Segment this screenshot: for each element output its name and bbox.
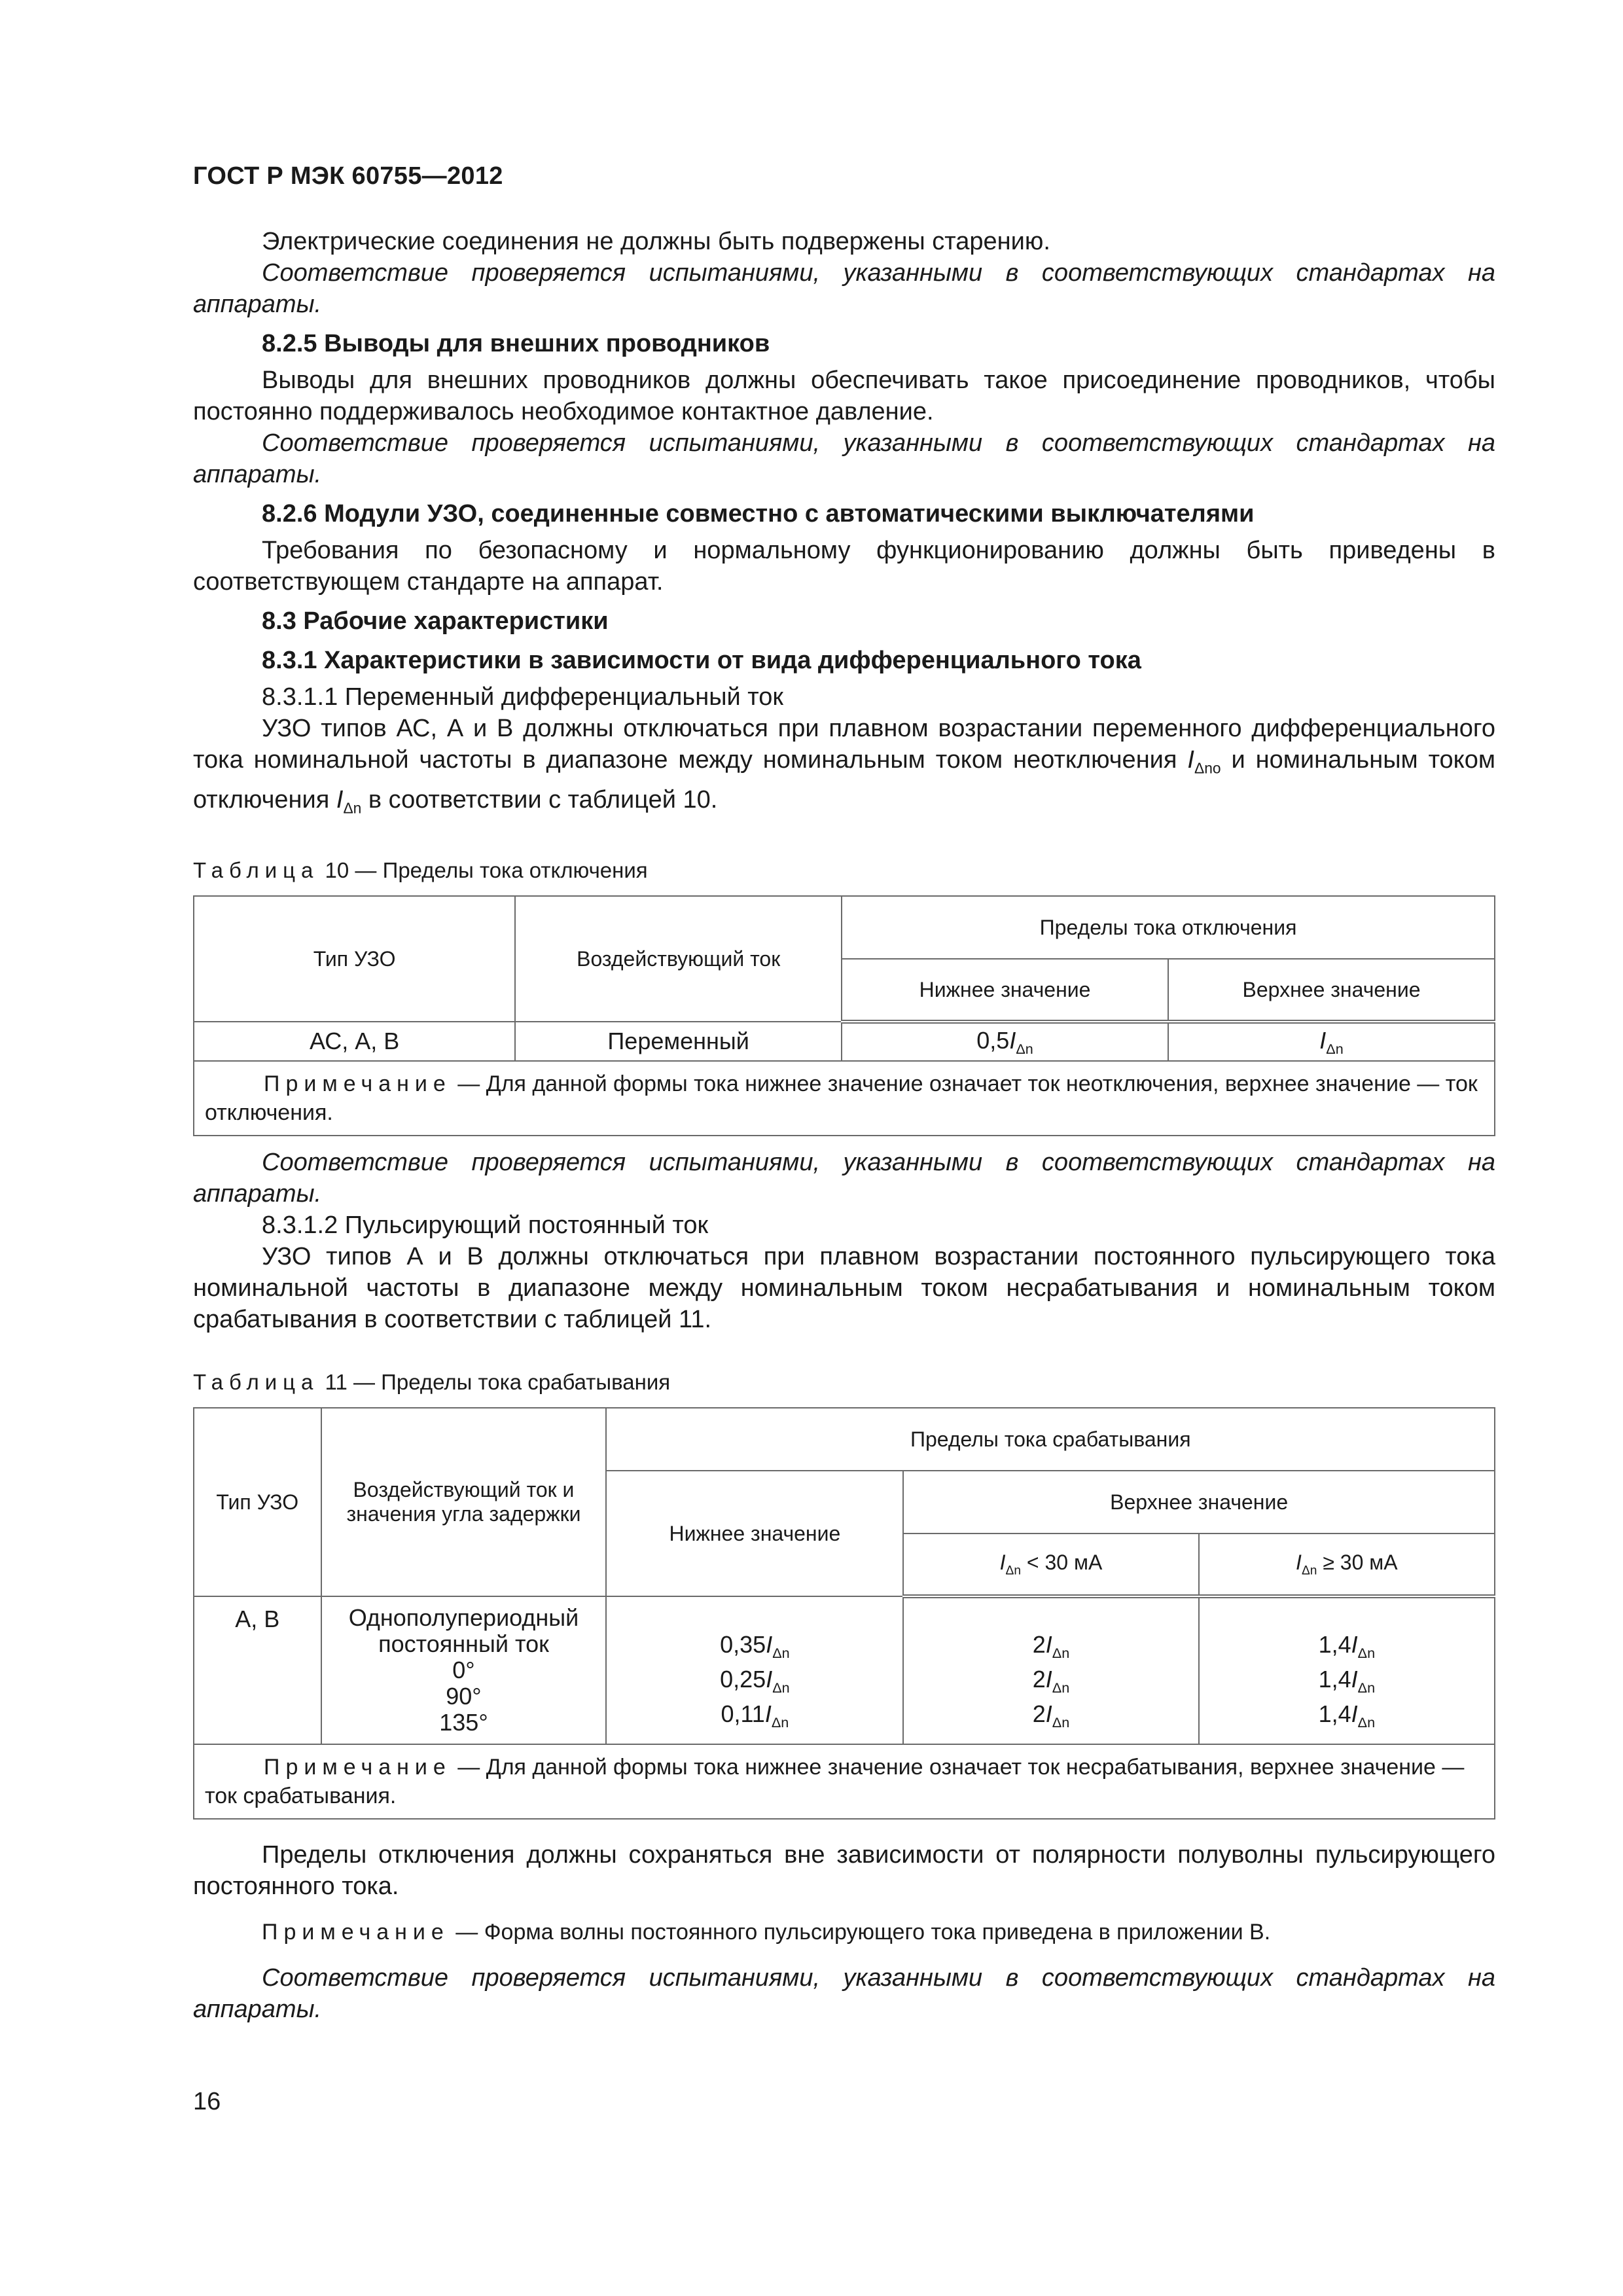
- heading-8-3-1: 8.3.1 Характеристики в зависимости от вида дифференциального тока: [262, 647, 1141, 674]
- t11-cell-high-ge30: $1,4I_{\Delta n}$ $1,4I_{\Delta n}$ $1,4I_{\Delta n}$: [1199, 1596, 1495, 1744]
- document-header: ГОСТ Р МЭК 60755—2012: [193, 162, 503, 190]
- t11-header-high: Верхнее значение: [903, 1471, 1495, 1534]
- t11-cell-high-lt30: $2I_{\Delta n}$ $2I_{\Delta n}$ $2I_{\Delta n}$: [903, 1596, 1198, 1744]
- heading-8-2-6: 8.2.6 Модули УЗО, соединенные совместно с автоматическими выключателями: [262, 500, 1255, 528]
- table-10: [193, 895, 1495, 1136]
- t11-header-low: Нижнее значение: [606, 1471, 903, 1596]
- page-number: 16: [193, 2088, 221, 2115]
- t10-header-limits: Пределы тока отключения: [842, 896, 1495, 959]
- paragraph-8-2-6: Требования по безопасному и нормальному функционированию должны быть приведены в соответствующем стандарте на аппарат.: [193, 537, 1495, 596]
- conformity-note: Соответствие проверяется испытаниями, указанными в соответствующих стандартах на аппараты.: [193, 259, 1495, 318]
- t11-header-current: Воздействующий ток и значения угла задержки: [321, 1408, 607, 1596]
- conformity-note: Соответствие проверяется испытаниями, указанными в соответствующих стандартах на аппараты.: [193, 1964, 1495, 2024]
- table-11: [193, 1407, 1495, 1820]
- t11-header-high-ge30: $I_{\Delta n} \ge 30$ мА: [1199, 1534, 1495, 1596]
- heading-8-3-1-1: 8.3.1.1 Переменный дифференциальный ток: [262, 683, 784, 711]
- table-11-caption: Таблица 11 — Пределы тока срабатывания: [193, 1370, 671, 1395]
- paragraph-8-2-5: Выводы для внешних проводников должны обеспечивать такое присоединение проводников, чтобы постоянно поддерживалось необходимое контактное давление.: [193, 367, 1495, 425]
- t10-header-low: Нижнее значение: [842, 959, 1168, 1022]
- final-note: Примечание — Форма волны постоянного пульсирующего тока приведена в приложении В.: [262, 1920, 1271, 1945]
- t10-cell-high: $I_{\Delta n}$: [1168, 1022, 1495, 1061]
- t10-cell-type: АС, А, В: [194, 1022, 515, 1061]
- heading-8-2-5: 8.2.5 Выводы для внешних проводников: [262, 330, 770, 357]
- t10-header-high: Верхнее значение: [1168, 959, 1495, 1022]
- t11-header-limits: Пределы тока срабатывания: [606, 1408, 1495, 1471]
- content: [193, 226, 1495, 2025]
- t10-header-type: Тип УЗО: [194, 896, 515, 1022]
- t11-cell-type: А, В: [194, 1596, 321, 1744]
- t10-cell-low: $0,5I_{\Delta n}$: [842, 1022, 1168, 1061]
- heading-8-3: 8.3 Рабочие характеристики: [262, 607, 609, 635]
- t11-header-high-lt30: $I_{\Delta n} < 30$ мА: [903, 1534, 1198, 1596]
- t10-cell-current: Переменный: [515, 1022, 842, 1061]
- t11-note: Примечание — Для данной формы тока нижнее значение означает ток несрабатывания, верхнее значение — ток срабатывания.: [194, 1744, 1495, 1819]
- t11-cell-current: Однополупериодный постоянный ток 0° 90° 135°: [321, 1596, 607, 1744]
- table-10-caption: Таблица 10 — Пределы тока отключения: [193, 858, 648, 883]
- paragraph-8-3-1-1: УЗО типов АС, А и В должны отключаться при плавном возрастании переменного дифференциального тока номинальной частоты в диапазоне между номинальным током неотключения $I_{\Delta no}$ и номинальным током отключения $I_{\Delta n}$ в соответствии с таблицей 10.: [193, 715, 1495, 817]
- paragraph-8-3-1-2: УЗО типов А и В должны отключаться при плавном возрастании постоянного пульсирующего тока номинальной частоты в диапазоне между номинальным током несрабатывания и номинальным током срабатывания в соответствии с таблицей 11.: [193, 1243, 1495, 1334]
- heading-8-3-1-2: 8.3.1.2 Пульсирующий постоянный ток: [262, 1211, 709, 1240]
- conformity-note: Соответствие проверяется испытаниями, указанными в соответствующих стандартах на аппараты.: [193, 1149, 1495, 1208]
- t11-header-type: Тип УЗО: [194, 1408, 321, 1596]
- t10-note: Примечание — Для данной формы тока нижнее значение означает ток неотключения, верхнее значение — ток отключения.: [194, 1061, 1495, 1136]
- paragraph-polarity: Пределы отключения должны сохраняться вне зависимости от полярности полуволны пульсирующего постоянного тока.: [193, 1841, 1495, 1901]
- paragraph-aging: Электрические соединения не должны быть подвержены старению.: [262, 228, 1050, 255]
- t11-cell-low: $0,35I_{\Delta n}$ $0,25I_{\Delta n}$ $0,11I_{\Delta n}$: [606, 1596, 903, 1744]
- conformity-note: Соответствие проверяется испытаниями, указанными в соответствующих стандартах на аппараты.: [193, 429, 1495, 488]
- t10-header-current: Воздействующий ток: [515, 896, 842, 1022]
